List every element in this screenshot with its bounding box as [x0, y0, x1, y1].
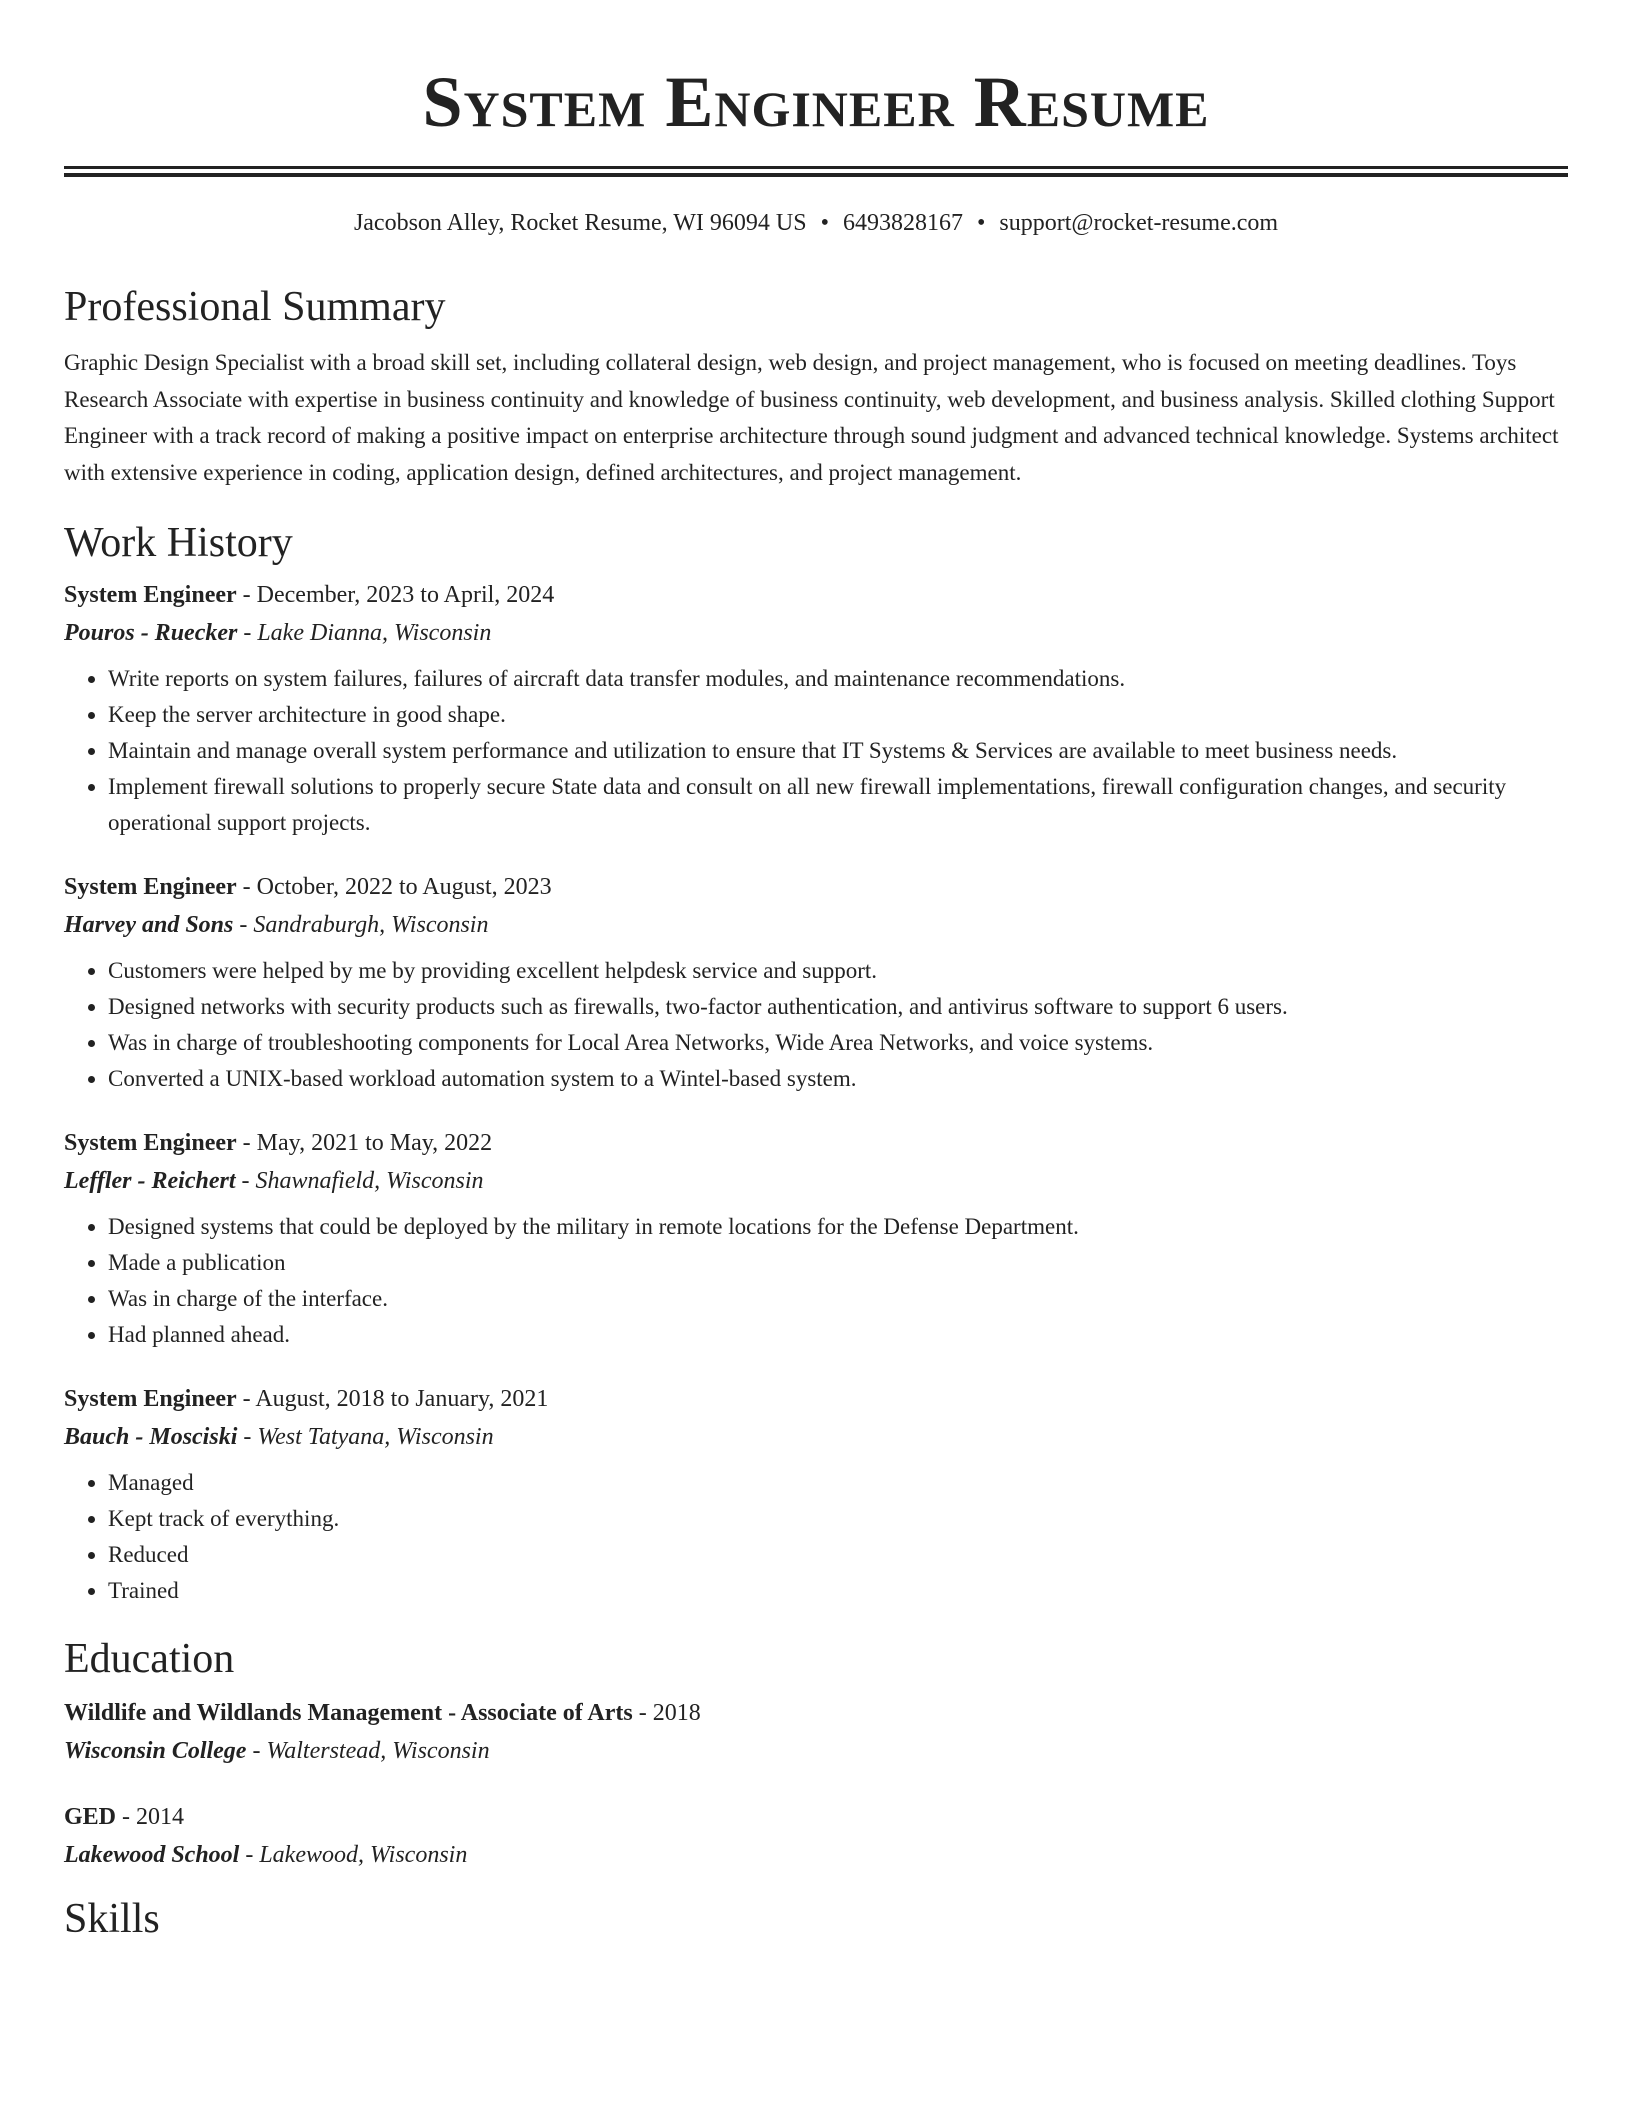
job-title: System Engineer: [64, 1130, 237, 1156]
contact-separator: •: [976, 210, 986, 236]
education-degree-line: [64, 1801, 1568, 1833]
education-entry: [64, 1697, 1568, 1767]
job-company-line: [64, 617, 1568, 649]
education-school: Wisconsin College: [64, 1738, 247, 1764]
contact-email[interactable]: support@rocket-resume.com: [999, 210, 1279, 236]
education-degree-line: [64, 1697, 1568, 1729]
job-bullet: • Was in charge of the interface.: [108, 1281, 1568, 1317]
education-entry: [64, 1801, 1568, 1871]
skills-heading: Skills: [64, 1896, 160, 1942]
job-bullet: • Maintain and manage overall system performance and utilization to ensure that IT Systems & Services are available to meet business needs.: [108, 733, 1568, 769]
job-entry: [64, 1127, 1568, 1353]
education-year: - 2014: [116, 1804, 185, 1830]
education-school: Lakewood School: [64, 1842, 240, 1868]
job-title: System Engineer: [64, 582, 237, 608]
job-bullets: [64, 953, 1568, 1097]
job-bullet: • Kept track of everything.: [108, 1501, 1568, 1537]
job-title: System Engineer: [64, 1386, 237, 1412]
job-company-line: [64, 1165, 1568, 1197]
job-dates: - August, 2018 to January, 2021: [236, 1386, 549, 1412]
job-dates: - December, 2023 to April, 2024: [236, 582, 555, 608]
job-bullet: • Managed: [108, 1465, 1568, 1501]
job-bullet: • Write reports on system failures, failures of aircraft data transfer modules, and maintenance recommendations.: [108, 661, 1568, 697]
summary-text: Graphic Design Specialist with a broad skill set, including collateral design, web design, and project management, who is focused on meeting deadlines. Toys Research Associate with expertise in business continuity and knowledge of business continuity, web development, and business analysis. Skilled clothing Support Engineer with a track record of making a positive impact on enterprise architecture through sound judgment and advanced technical knowledge. Systems architect with extensive experience in coding, application design, defined architectures, and project management.: [64, 350, 1559, 485]
job-bullet: • Made a publication: [108, 1245, 1568, 1281]
title-divider: [64, 166, 1568, 177]
job-company: Bauch - Mosciski: [64, 1424, 238, 1450]
job-bullet: • Keep the server architecture in good shape.: [108, 697, 1568, 733]
job-bullet: • Converted a UNIX-based workload automation system to a Wintel-based system.: [108, 1061, 1568, 1097]
job-location: - Lake Dianna, Wisconsin: [237, 620, 492, 646]
job-company-line: [64, 1421, 1568, 1453]
job-company: Pouros - Ruecker: [64, 620, 238, 646]
contact-line: [64, 207, 1568, 239]
education-year: - 2018: [632, 1700, 701, 1726]
job-bullet: • Was in charge of troubleshooting components for Local Area Networks, Wide Area Networks, and voice systems.: [108, 1025, 1568, 1061]
job-bullet: • Trained: [108, 1573, 1568, 1609]
job-entry: [64, 871, 1568, 1097]
education-school-line: [64, 1839, 1568, 1871]
education-school-line: [64, 1735, 1568, 1767]
contact-phone: 6493828167: [842, 210, 963, 236]
job-company-line: [64, 909, 1568, 941]
work-history-heading: Work History: [64, 520, 293, 566]
job-entry: [64, 579, 1568, 841]
job-bullets: [64, 1209, 1568, 1353]
job-location: - Sandraburgh, Wisconsin: [233, 912, 489, 938]
job-title: System Engineer: [64, 874, 237, 900]
job-dates: - October, 2022 to August, 2023: [236, 874, 552, 900]
job-dates: - May, 2021 to May, 2022: [236, 1130, 493, 1156]
job-title-line: [64, 579, 1568, 611]
job-bullet: • Reduced: [108, 1537, 1568, 1573]
job-title-line: [64, 1383, 1568, 1415]
education-location: - Walterstead, Wisconsin: [246, 1738, 490, 1764]
education-location: - Lakewood, Wisconsin: [239, 1842, 468, 1868]
job-entry: [64, 1383, 1568, 1609]
summary-heading: Professional Summary: [64, 284, 446, 330]
job-company: Harvey and Sons: [64, 912, 234, 938]
job-company: Leffler - Reichert: [64, 1168, 236, 1194]
job-location: - Shawnafield, Wisconsin: [235, 1168, 484, 1194]
contact-separator: •: [820, 210, 829, 236]
job-location: - West Tatyana, Wisconsin: [237, 1424, 494, 1450]
education-degree: Wildlife and Wildlands Management - Associate of Arts: [64, 1700, 633, 1726]
education-heading: Education: [64, 1636, 235, 1682]
contact-address: Jacobson Alley, Rocket Resume, WI 96094 US: [353, 210, 807, 236]
education-degree: GED: [64, 1804, 117, 1830]
job-title-line: [64, 871, 1568, 903]
job-title-line: [64, 1127, 1568, 1159]
job-bullet: • Designed networks with security products such as firewalls, two-factor authentication, and antivirus software to support 6 users.: [108, 989, 1568, 1025]
job-bullet: • Implement firewall solutions to properly secure State data and consult on all new firewall implementations, firewall configuration changes, and security operational support projects.: [108, 769, 1568, 841]
job-bullets: [64, 1465, 1568, 1609]
job-bullet: • Designed systems that could be deployed by the military in remote locations for the Defense Department.: [108, 1209, 1568, 1245]
job-bullets: [64, 661, 1568, 841]
job-bullet: • Had planned ahead.: [108, 1317, 1568, 1353]
page-title: System Engineer Resume: [422, 62, 1210, 142]
job-bullet: • Customers were helped by me by providing excellent helpdesk service and support.: [108, 953, 1568, 989]
